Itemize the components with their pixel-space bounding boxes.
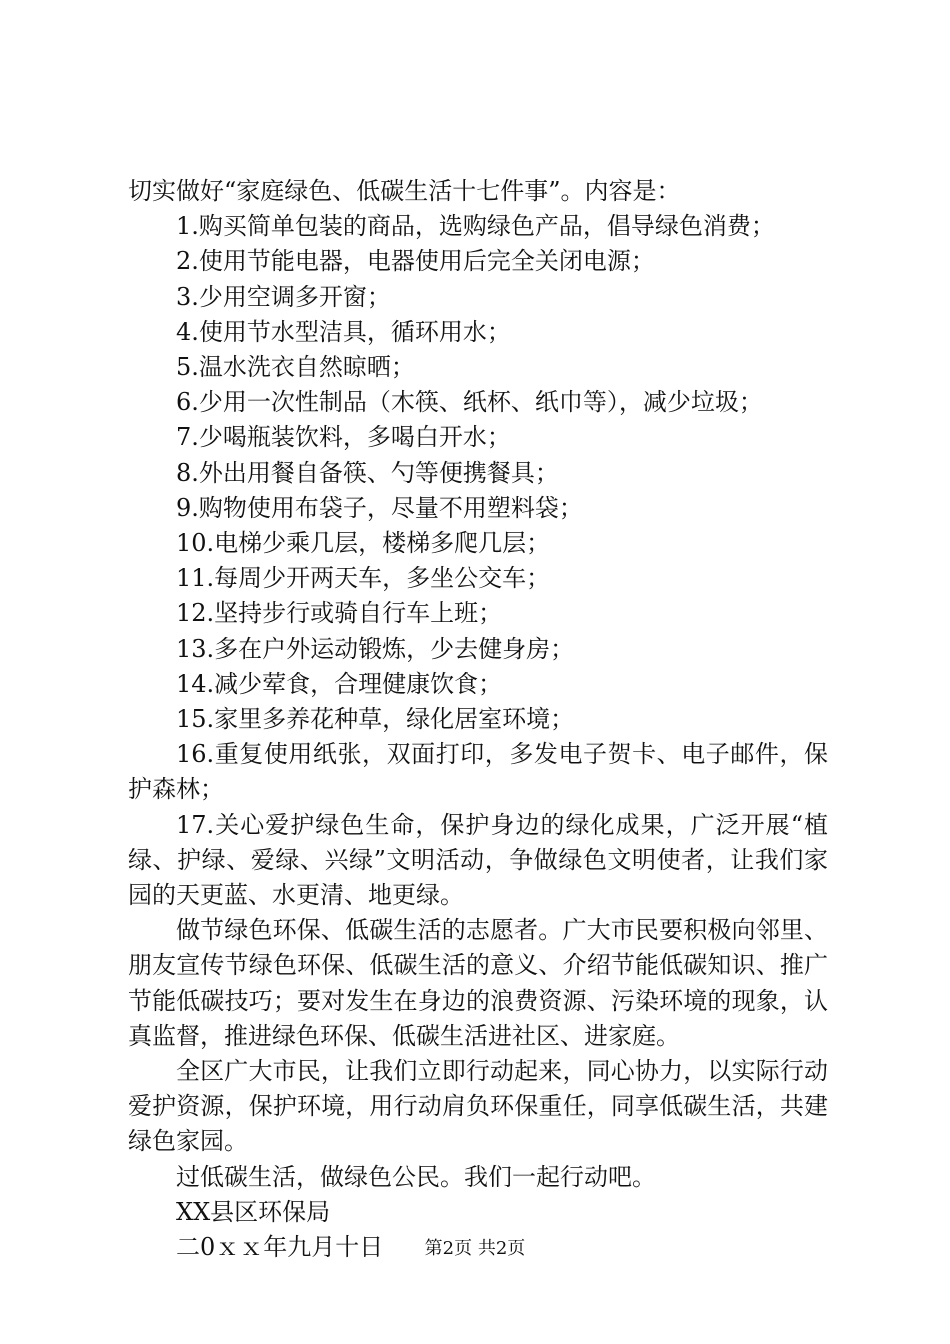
list-item-10: 10.电梯少乘几层，楼梯多爬几层；	[176, 529, 551, 558]
closing-line: 过低碳生活，做绿色公民。我们一起行动吧。	[176, 1162, 656, 1191]
list-item-12: 12.坚持步行或骑自行车上班；	[176, 599, 503, 628]
list-item-13: 13.多在户外运动锻炼，少去健身房；	[176, 634, 575, 663]
list-item-3: 3.少用空调多开窗；	[176, 282, 391, 311]
list-item-14: 14.减少荤食，合理健康饮食；	[176, 669, 503, 698]
intro-line: 切实做好“家庭绿色、低碳生活十七件事”。内容是：	[128, 177, 681, 205]
list-item-1: 1.购买简单包装的商品，选购绿色产品，倡导绿色消费；	[176, 212, 775, 241]
list-item-2: 2.使用节能电器，电器使用后完全关闭电源；	[176, 247, 655, 276]
list-item-15: 15.家里多养花种草，绿化居室环境；	[176, 705, 575, 734]
list-item-16: 16.重复使用纸张，双面打印，多发电子贺卡、电子邮件，保护森林；	[128, 740, 828, 804]
list-item-6: 6.少用一次性制品（木筷、纸杯、纸巾等），减少垃圾；	[176, 388, 763, 417]
date-line: 二0ｘｘ年九月十日	[176, 1233, 384, 1262]
list-item-5: 5.温水洗衣自然晾晒；	[176, 353, 415, 382]
list-item-7: 7.少喝瓶装饮料，多喝白开水；	[176, 423, 511, 452]
list-item-9: 9.购物使用布袋子，尽量不用塑料袋；	[176, 493, 583, 522]
document-body	[128, 174, 828, 1265]
page-number-footer: 第2页 共2页	[424, 1238, 526, 1259]
signature: XX县区环保局	[176, 1197, 331, 1226]
call-to-action-paragraph: 全区广大市民，让我们立即行动起来，同心协力，以实际行动爱护资源，保护环境，用行动肩负环保重任，同享低碳生活，共建绿色家园。	[128, 1057, 828, 1156]
volunteer-paragraph: 做节绿色环保、低碳生活的志愿者。广大市民要积极向邻里、朋友宣传节绿色环保、低碳生活的意义、介绍节能低碳知识、推广节能低碳技巧；要对发生在身边的浪费资源、污染环境的现象，认真监督，推进绿色环保、低碳生活进社区、进家庭。	[128, 916, 828, 1050]
list-item-11: 11.每周少开两天车，多坐公交车；	[176, 564, 551, 593]
list-item-8: 8.外出用餐自备筷、勺等便携餐具；	[176, 458, 559, 487]
list-item-4: 4.使用节水型洁具，循环用水；	[176, 317, 511, 346]
list-item-17: 17.关心爱护绿色生命，保护身边的绿化成果，广泛开展“植绿、护绿、爱绿、兴绿”文明活动，争做绿色文明使者，让我们家园的天更蓝、水更清、地更绿。	[128, 810, 828, 910]
